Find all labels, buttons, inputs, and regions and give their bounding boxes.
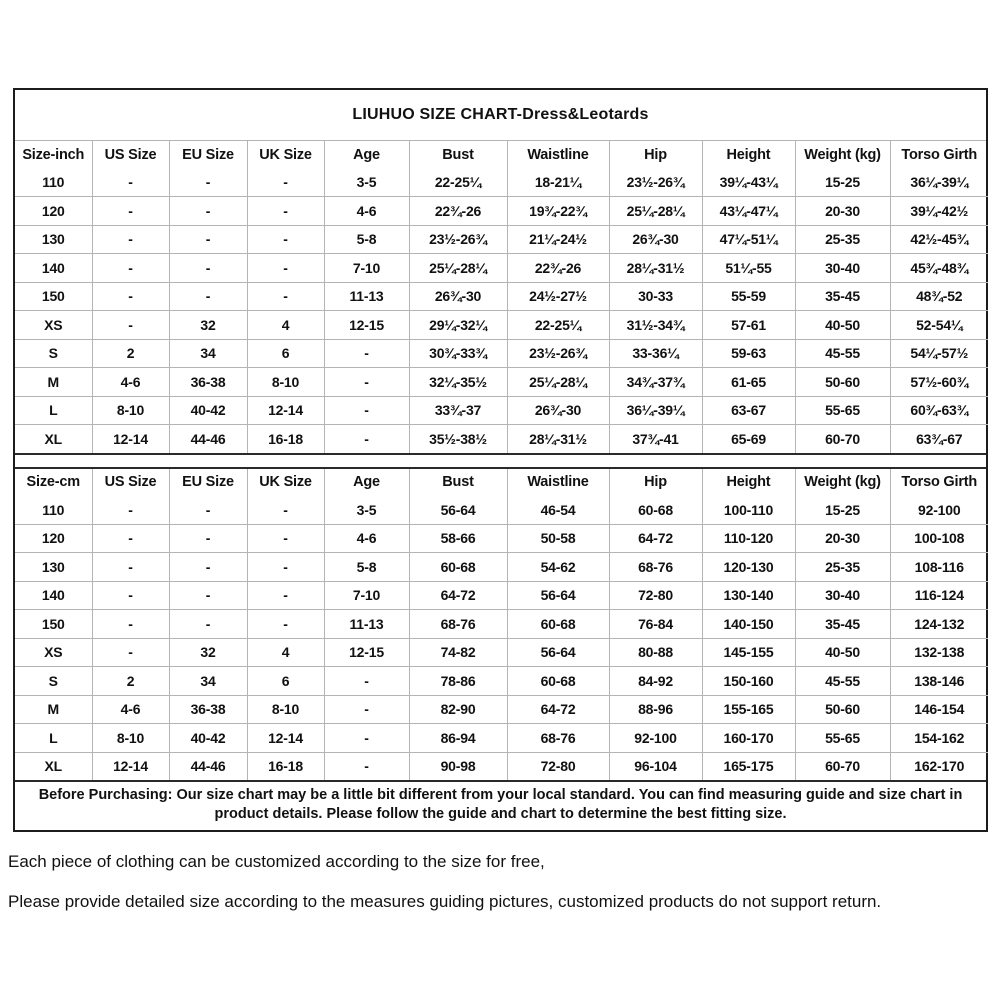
table-cell: M [15,695,92,724]
table-cell: XS [15,311,92,340]
table-cell: 64-72 [609,524,702,553]
table-cell: - [324,396,409,425]
table-cell: 12-14 [92,752,169,780]
table-cell: 61-65 [702,368,795,397]
table-cell: S [15,339,92,368]
table-cell: - [92,524,169,553]
table-row [15,610,988,639]
table-cell: 150-160 [702,667,795,696]
table-cell: 33¾-37 [409,396,507,425]
table-cell: 138-146 [890,667,988,696]
table-cell: - [92,282,169,311]
header-row [15,469,988,497]
table-cell: 48¾-52 [890,282,988,311]
table-cell: 90-98 [409,752,507,780]
table-cell: - [324,339,409,368]
table-cell: 30¾-33¾ [409,339,507,368]
table-cell: S [15,667,92,696]
table-cell: 8-10 [247,695,324,724]
table-row [15,254,988,283]
table-cell: 8-10 [247,368,324,397]
table-row [15,667,988,696]
table-cell: 51¼-55 [702,254,795,283]
size-chart [13,88,988,832]
customization-note-2: Please provide detailed size according to the measures guiding pictures, customized products do not support return. [8,892,882,912]
table-cell: 64-72 [507,695,609,724]
table-cell: - [92,169,169,197]
table-cell: 34 [169,667,247,696]
header-cell: Torso Girth [890,469,988,497]
table-cell: - [247,169,324,197]
table-cell: 12-14 [92,425,169,453]
table-cell: 64-72 [409,581,507,610]
table-cell: 34 [169,339,247,368]
table-cell: 120 [15,524,92,553]
table-cell: 82-90 [409,695,507,724]
table-cell: 145-155 [702,638,795,667]
table-cell: 35-45 [795,610,890,639]
table-cell: 108-116 [890,553,988,582]
table-cell: 12-14 [247,724,324,753]
table-cell: - [247,254,324,283]
table-cell: 39¼-43¼ [702,169,795,197]
table-cell: 25¼-28¼ [409,254,507,283]
table-cell: - [324,368,409,397]
table-cell: 60-70 [795,752,890,780]
table-cell: 4-6 [324,197,409,226]
table-cell: 15-25 [795,496,890,524]
table-cell: 3-5 [324,169,409,197]
table-cell: 20-30 [795,197,890,226]
table-cell: - [169,282,247,311]
table-row [15,524,988,553]
table-cell: 54¼-57½ [890,339,988,368]
table-row [15,225,988,254]
table-cell: - [169,496,247,524]
table-cell: 25-35 [795,553,890,582]
table-cell: 7-10 [324,254,409,283]
table-cell: 110-120 [702,524,795,553]
size-table-inch [15,141,988,453]
table-cell: 130-140 [702,581,795,610]
table-cell: - [247,581,324,610]
header-row [15,141,988,169]
table-cell: 5-8 [324,553,409,582]
table-cell: 140 [15,254,92,283]
table-cell: 26¾-30 [609,225,702,254]
table-cell: 45-55 [795,339,890,368]
table-cell: - [169,169,247,197]
table-row [15,425,988,453]
table-cell: 100-110 [702,496,795,524]
table-cell: 34¾-37¾ [609,368,702,397]
table-cell: 40-50 [795,638,890,667]
table-cell: 110 [15,496,92,524]
header-cell: Waistline [507,141,609,169]
header-cell: Height [702,469,795,497]
header-cell: Bust [409,469,507,497]
table-cell: 72-80 [507,752,609,780]
table-cell: 2 [92,667,169,696]
table-cell: 4 [247,311,324,340]
header-cell: Hip [609,141,702,169]
table-cell: 54-62 [507,553,609,582]
table-cell: 3-5 [324,496,409,524]
table-cell: - [169,254,247,283]
table-cell: 32 [169,638,247,667]
table-cell: 35-45 [795,282,890,311]
table-cell: 30-40 [795,581,890,610]
table-separator [15,453,986,469]
table-cell: 24½-27½ [507,282,609,311]
table-cell: 63-67 [702,396,795,425]
table-cell: 11-13 [324,282,409,311]
table-cell: 46-54 [507,496,609,524]
table-cell: 78-86 [409,667,507,696]
table-cell: 96-104 [609,752,702,780]
table-cell: 22¾-26 [409,197,507,226]
table-cell: 4-6 [92,368,169,397]
table-cell: 68-76 [507,724,609,753]
table-cell: 36¼-39¼ [609,396,702,425]
table-cell: 140-150 [702,610,795,639]
table-cell: 146-154 [890,695,988,724]
table-cell: - [92,254,169,283]
table-cell: 30-33 [609,282,702,311]
table-cell: 74-82 [409,638,507,667]
table-cell: 56-64 [409,496,507,524]
table-cell: - [324,695,409,724]
chart-title: LIUHUO SIZE CHART-Dress&Leotards [15,90,986,141]
table-cell: 32¼-35½ [409,368,507,397]
table-cell: XL [15,425,92,453]
table-cell: 55-65 [795,396,890,425]
table-cell: 100-108 [890,524,988,553]
table-cell: 6 [247,667,324,696]
table-cell: - [324,752,409,780]
table-cell: 22-25¼ [507,311,609,340]
table-cell: 140 [15,581,92,610]
table-cell: - [169,225,247,254]
table-cell: - [169,524,247,553]
table-cell: 19¾-22¾ [507,197,609,226]
table-cell: 56-64 [507,638,609,667]
table-cell: 88-96 [609,695,702,724]
table-cell: - [92,638,169,667]
table-cell: 124-132 [890,610,988,639]
table-cell: 12-15 [324,638,409,667]
header-cell: Waistline [507,469,609,497]
table-row [15,695,988,724]
table-cell: 50-60 [795,695,890,724]
table-cell: L [15,396,92,425]
header-cell: EU Size [169,469,247,497]
table-cell: 150 [15,282,92,311]
table-row [15,197,988,226]
table-cell: 30-40 [795,254,890,283]
table-cell: 28¼-31½ [609,254,702,283]
table-cell: 29¼-32¼ [409,311,507,340]
table-row [15,496,988,524]
table-cell: 8-10 [92,724,169,753]
table-cell: - [324,667,409,696]
table-cell: - [247,610,324,639]
table-cell: 37¾-41 [609,425,702,453]
table-cell: 2 [92,339,169,368]
table-cell: 59-63 [702,339,795,368]
table-cell: 23½-26¾ [507,339,609,368]
table-cell: 92-100 [890,496,988,524]
table-cell: 130 [15,225,92,254]
table-cell: 4 [247,638,324,667]
table-row [15,282,988,311]
table-cell: 44-46 [169,752,247,780]
table-cell: - [169,553,247,582]
table-cell: - [169,581,247,610]
header-cell: Size-inch [15,141,92,169]
table-cell: - [247,496,324,524]
table-cell: 60-68 [609,496,702,524]
table-cell: 160-170 [702,724,795,753]
table-cell: 44-46 [169,425,247,453]
table-cell: 20-30 [795,524,890,553]
table-cell: XL [15,752,92,780]
header-cell: Age [324,141,409,169]
table-cell: 42½-45¾ [890,225,988,254]
table-cell: 50-60 [795,368,890,397]
table-cell: 55-65 [795,724,890,753]
table-cell: 68-76 [409,610,507,639]
table-cell: 80-88 [609,638,702,667]
table-row [15,311,988,340]
table-cell: 86-94 [409,724,507,753]
header-cell: Height [702,141,795,169]
table-cell: 154-162 [890,724,988,753]
table-cell: 132-138 [890,638,988,667]
header-cell: US Size [92,141,169,169]
table-cell: 57½-60¾ [890,368,988,397]
table-cell: 12-14 [247,396,324,425]
table-cell: 32 [169,311,247,340]
header-cell: Bust [409,141,507,169]
table-row [15,368,988,397]
table-cell: 36-38 [169,695,247,724]
header-cell: Weight (kg) [795,141,890,169]
table-cell: 25-35 [795,225,890,254]
table-cell: - [247,553,324,582]
table-cell: 28¼-31½ [507,425,609,453]
table-cell: XS [15,638,92,667]
table-cell: 57-61 [702,311,795,340]
table-cell: - [324,425,409,453]
table-cell: 76-84 [609,610,702,639]
table-cell: 60-68 [507,610,609,639]
header-cell: EU Size [169,141,247,169]
customization-note-1: Each piece of clothing can be customized according to the size for free, [8,852,545,871]
table-cell: 22-25¼ [409,169,507,197]
table-cell: - [92,581,169,610]
header-cell: Age [324,469,409,497]
table-cell: - [247,282,324,311]
table-cell: 25¼-28¼ [507,368,609,397]
table-cell: 52-54¼ [890,311,988,340]
table-row [15,724,988,753]
table-row [15,581,988,610]
purchase-note: Before Purchasing: Our size chart may be a little bit different from your local standard. You can find measuring guide and size chart in product details. Please follow the guide and chart to determine the best fitting size. [15,780,986,830]
table-cell: 12-15 [324,311,409,340]
table-cell: 58-66 [409,524,507,553]
table-row [15,553,988,582]
table-cell: - [247,197,324,226]
customization-notes [8,852,992,933]
table-cell: 16-18 [247,752,324,780]
table-cell: 40-42 [169,396,247,425]
table-cell: - [247,524,324,553]
table-cell: 150 [15,610,92,639]
table-cell: 68-76 [609,553,702,582]
table-cell: 4-6 [92,695,169,724]
table-cell: 155-165 [702,695,795,724]
table-cell: - [169,197,247,226]
table-cell: 60¾-63¾ [890,396,988,425]
table-cell: 72-80 [609,581,702,610]
table-cell: 116-124 [890,581,988,610]
table-cell: 110 [15,169,92,197]
header-cell: Weight (kg) [795,469,890,497]
table-cell: 120-130 [702,553,795,582]
size-table-cm [15,469,988,781]
table-cell: - [324,724,409,753]
table-cell: 65-69 [702,425,795,453]
table-cell: 36¼-39¼ [890,169,988,197]
header-cell: UK Size [247,141,324,169]
table-cell: 162-170 [890,752,988,780]
table-cell: 21¼-24½ [507,225,609,254]
table-cell: 39¼-42½ [890,197,988,226]
table-cell: 130 [15,553,92,582]
table-cell: 45¾-48¾ [890,254,988,283]
header-cell: Torso Girth [890,141,988,169]
table-cell: 47¼-51¼ [702,225,795,254]
table-cell: 11-13 [324,610,409,639]
table-cell: - [92,197,169,226]
table-cell: 43¼-47¼ [702,197,795,226]
table-cell: - [169,610,247,639]
table-cell: 165-175 [702,752,795,780]
table-row [15,396,988,425]
table-row [15,638,988,667]
header-cell: Hip [609,469,702,497]
table-cell: 35½-38½ [409,425,507,453]
table-cell: - [92,311,169,340]
table-cell: 23½-26¾ [409,225,507,254]
header-cell: US Size [92,469,169,497]
table-cell: 31½-34¾ [609,311,702,340]
table-cell: 8-10 [92,396,169,425]
table-cell: 50-58 [507,524,609,553]
table-cell: 92-100 [609,724,702,753]
table-cell: 5-8 [324,225,409,254]
table-cell: - [92,496,169,524]
table-cell: 33-36¼ [609,339,702,368]
table-row [15,339,988,368]
table-cell: 23½-26¾ [609,169,702,197]
table-cell: 40-50 [795,311,890,340]
table-cell: 40-42 [169,724,247,753]
table-cell: 45-55 [795,667,890,696]
table-cell: 36-38 [169,368,247,397]
table-cell: 4-6 [324,524,409,553]
table-cell: 16-18 [247,425,324,453]
table-cell: 15-25 [795,169,890,197]
table-cell: 60-70 [795,425,890,453]
table-cell: 6 [247,339,324,368]
table-row [15,752,988,780]
table-cell: 84-92 [609,667,702,696]
header-cell: Size-cm [15,469,92,497]
table-cell: 25¼-28¼ [609,197,702,226]
table-cell: 26¾-30 [507,396,609,425]
table-cell: 22¾-26 [507,254,609,283]
table-cell: - [247,225,324,254]
table-cell: 26¾-30 [409,282,507,311]
table-cell: - [92,553,169,582]
table-cell: 18-21¼ [507,169,609,197]
table-row [15,169,988,197]
table-cell: 55-59 [702,282,795,311]
table-cell: 56-64 [507,581,609,610]
table-cell: M [15,368,92,397]
table-cell: 7-10 [324,581,409,610]
table-cell: - [92,610,169,639]
table-cell: 63¾-67 [890,425,988,453]
table-cell: 120 [15,197,92,226]
table-cell: 60-68 [409,553,507,582]
header-cell: UK Size [247,469,324,497]
table-cell: L [15,724,92,753]
table-cell: - [92,225,169,254]
table-cell: 60-68 [507,667,609,696]
